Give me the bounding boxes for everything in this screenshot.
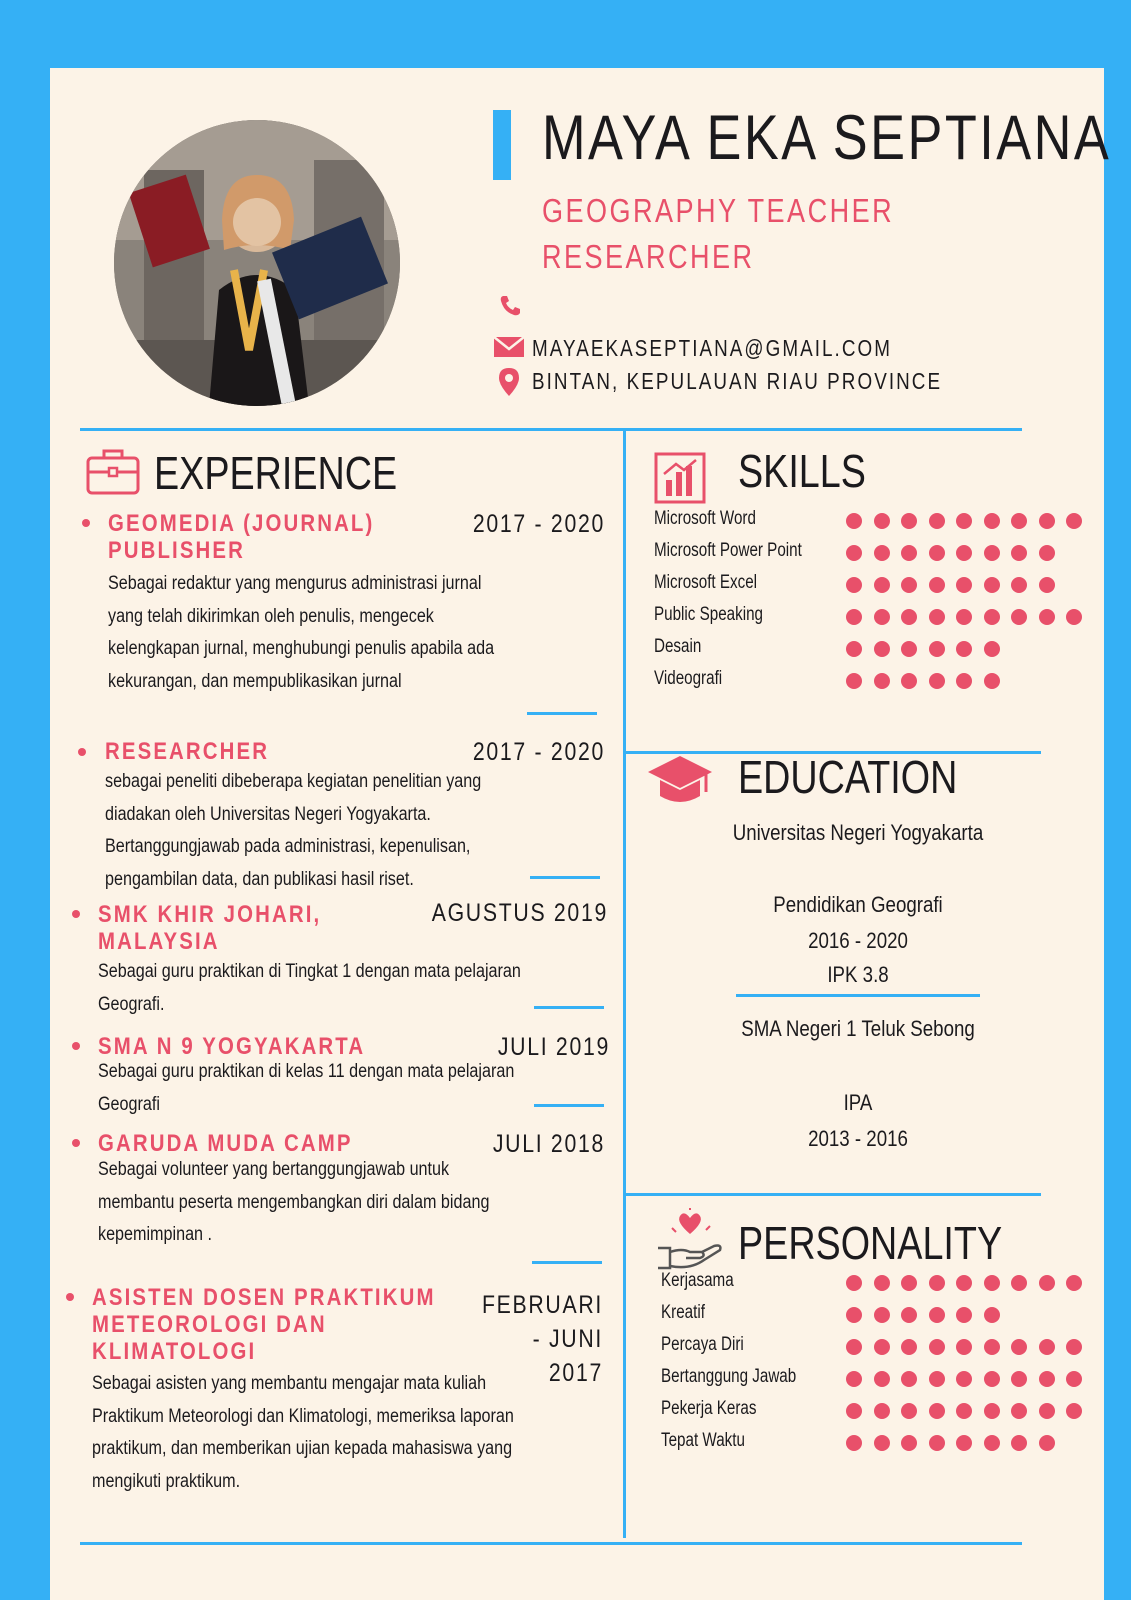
trait-rating — [846, 1307, 1000, 1323]
rating-dot — [929, 641, 945, 657]
rating-dot — [874, 1435, 890, 1451]
rating-dot — [929, 577, 945, 593]
rating-dot — [929, 545, 945, 561]
bar-chart-icon — [654, 452, 706, 509]
trait-rating — [846, 1403, 1082, 1419]
rating-dot — [1011, 609, 1027, 625]
bullet — [78, 748, 86, 756]
rating-dot — [1039, 1435, 1055, 1451]
job-description: sebagai peneliti dibeberapa kegiatan penelitian yang diadakan oleh Universitas Negeri Yogyakarta. Bertanggungjawab pada administrasi, kepenulisan, pengambilan data, dan publikasi hasil riset. — [105, 771, 482, 890]
experience-heading: EXPERIENCE — [154, 447, 398, 499]
heart-hand-icon — [656, 1208, 724, 1277]
job-title: SMK KHIR JOHARI, MALAYSIA — [98, 901, 322, 955]
rating-dot — [901, 545, 917, 561]
trait-name: Tepat Waktu — [661, 1430, 745, 1451]
rating-dot — [956, 1403, 972, 1419]
rating-dot — [984, 673, 1000, 689]
rating-dot — [929, 1339, 945, 1355]
job-date: 2017 - 2020 — [472, 738, 605, 766]
item-separator — [534, 1104, 604, 1107]
job-date: AGUSTUS 2019 — [431, 899, 608, 927]
skill-rating — [846, 641, 1000, 657]
rating-dot — [984, 545, 1000, 561]
rating-dot — [846, 1275, 862, 1291]
rating-dot — [1039, 1339, 1055, 1355]
rating-dot — [929, 1435, 945, 1451]
job-description: Sebagai guru praktikan di Tingkat 1 dengan mata pelajaran Geografi. — [98, 961, 521, 1015]
rating-dot — [956, 1307, 972, 1323]
rating-dot — [956, 545, 972, 561]
profile-photo — [114, 120, 400, 406]
rating-dot — [929, 1275, 945, 1291]
rating-dot — [1039, 577, 1055, 593]
item-separator — [534, 1006, 604, 1009]
job-description: Sebagai redaktur yang mengurus administrasi jurnal yang telah dikirimkan oleh penulis, mengecek kelengkapan jurnal, menghubungi penulis apabila ada kekurangan, dan mempublikasikan jurnal — [108, 573, 495, 692]
role-title: GEOGRAPHY TEACHER — [542, 192, 895, 229]
item-separator — [527, 712, 597, 715]
rating-dot — [1039, 1403, 1055, 1419]
rating-dot — [874, 1403, 890, 1419]
rating-dot — [874, 545, 890, 561]
trait-name: Bertanggung Jawab — [661, 1366, 797, 1387]
rating-dot — [874, 1339, 890, 1355]
university-name: Universitas Negeri Yogyakarta — [732, 820, 984, 845]
rating-dot — [846, 1371, 862, 1387]
rating-dot — [929, 609, 945, 625]
job-description: Sebagai volunteer yang bertanggungjawab untuk membantu peserta mengembangkan diri dalam bidang kepemimpinan . — [98, 1159, 490, 1245]
job-title: ASISTEN DOSEN PRAKTIKUM METEOROLOGI DAN KLIMATOLOGI — [92, 1284, 436, 1365]
gpa: IPK 3.8 — [827, 962, 889, 987]
rating-dot — [846, 673, 862, 689]
rating-dot — [874, 673, 890, 689]
briefcase-icon — [86, 446, 140, 501]
trait-name: Pekerja Keras — [661, 1398, 757, 1419]
job-date: 2017 - 2020 — [472, 510, 605, 538]
skill-name: Microsoft Power Point — [654, 540, 802, 561]
trait-rating — [846, 1275, 1082, 1291]
rating-dot — [1066, 1275, 1082, 1291]
trait-rating — [846, 1339, 1082, 1355]
rating-dot — [1011, 1403, 1027, 1419]
rating-dot — [984, 609, 1000, 625]
bullet — [72, 910, 80, 918]
rating-dot — [901, 609, 917, 625]
rating-dot — [984, 513, 1000, 529]
bullet — [66, 1293, 74, 1301]
education-heading: EDUCATION — [738, 751, 958, 803]
header-divider — [80, 428, 1022, 431]
name-accent-bar — [493, 110, 511, 180]
skill-rating — [846, 577, 1055, 593]
rating-dot — [846, 1435, 862, 1451]
rating-dot — [956, 609, 972, 625]
rating-dot — [1066, 1339, 1082, 1355]
rating-dot — [956, 1339, 972, 1355]
trait-name: Kreatif — [661, 1302, 705, 1323]
job-title: RESEARCHER — [105, 738, 270, 765]
rating-dot — [1011, 545, 1027, 561]
rating-dot — [1011, 513, 1027, 529]
rating-dot — [984, 1275, 1000, 1291]
rating-dot — [874, 609, 890, 625]
item-separator — [532, 1261, 602, 1264]
rating-dot — [929, 1403, 945, 1419]
skill-name: Microsoft Word — [654, 508, 756, 529]
rating-dot — [1066, 609, 1082, 625]
rating-dot — [846, 513, 862, 529]
rating-dot — [956, 1371, 972, 1387]
school-years: 2013 - 2016 — [808, 1126, 908, 1151]
school-name: SMA Negeri 1 Teluk Sebong — [741, 1016, 975, 1041]
rating-dot — [929, 1371, 945, 1387]
rating-dot — [874, 641, 890, 657]
rating-dot — [901, 1371, 917, 1387]
rating-dot — [874, 1307, 890, 1323]
education-divider — [626, 1193, 1041, 1196]
major: Pendidikan Geografi — [773, 892, 943, 917]
rating-dot — [984, 641, 1000, 657]
job-description: Sebagai asisten yang membantu mengajar mata kuliah Praktikum Meteorologi dan Klimatologi, memeriksa laporan praktikum, dan memberikan ujian kepada mahasiswa yang mengikuti praktikum. — [92, 1373, 514, 1492]
rating-dot — [984, 1403, 1000, 1419]
rating-dot — [984, 577, 1000, 593]
skill-name: Public Speaking — [654, 604, 764, 625]
bullet — [82, 519, 90, 527]
job-title: SMA N 9 YOGYAKARTA — [98, 1033, 366, 1060]
rating-dot — [956, 1275, 972, 1291]
personality-heading: PERSONALITY — [738, 1217, 1003, 1269]
rating-dot — [956, 1435, 972, 1451]
rating-dot — [874, 577, 890, 593]
rating-dot — [1066, 513, 1082, 529]
stream: IPA — [843, 1090, 873, 1115]
rating-dot — [846, 545, 862, 561]
rating-dot — [901, 1339, 917, 1355]
footer-divider — [80, 1542, 1022, 1545]
rating-dot — [956, 673, 972, 689]
rating-dot — [1011, 1275, 1027, 1291]
trait-rating — [846, 1371, 1082, 1387]
item-separator — [530, 876, 600, 879]
rating-dot — [874, 513, 890, 529]
skill-name: Microsoft Excel — [654, 572, 758, 593]
bullet — [72, 1042, 80, 1050]
rating-dot — [956, 641, 972, 657]
full-name: MAYA EKA SEPTIANA — [542, 103, 1112, 173]
rating-dot — [929, 673, 945, 689]
rating-dot — [846, 609, 862, 625]
rating-dot — [901, 641, 917, 657]
skill-rating — [846, 545, 1055, 561]
rating-dot — [846, 1307, 862, 1323]
rating-dot — [846, 577, 862, 593]
rating-dot — [956, 513, 972, 529]
skill-rating — [846, 513, 1082, 529]
rating-dot — [901, 1307, 917, 1323]
rating-dot — [929, 1307, 945, 1323]
rating-dot — [1039, 1371, 1055, 1387]
resume-page — [50, 68, 1112, 1600]
trait-name: Kerjasama — [661, 1270, 734, 1291]
rating-dot — [846, 1403, 862, 1419]
rating-dot — [901, 513, 917, 529]
column-divider — [623, 430, 626, 1538]
location-text: BINTAN, KEPULAUAN RIAU PROVINCE — [532, 368, 943, 394]
rating-dot — [1011, 1339, 1027, 1355]
rating-dot — [1011, 577, 1027, 593]
email-text: MAYAEKASEPTIANA@GMAIL.COM — [532, 335, 892, 361]
rating-dot — [1011, 1435, 1027, 1451]
skill-rating — [846, 609, 1082, 625]
rating-dot — [1011, 1371, 1027, 1387]
graduation-cap-icon — [646, 752, 714, 815]
rating-dot — [846, 641, 862, 657]
rating-dot — [901, 1403, 917, 1419]
skill-name: Videografi — [654, 668, 723, 689]
map-pin-icon — [498, 367, 520, 402]
trait-name: Percaya Diri — [661, 1334, 744, 1355]
rating-dot — [901, 577, 917, 593]
rating-dot — [901, 673, 917, 689]
rating-dot — [1039, 1275, 1055, 1291]
rating-dot — [1039, 513, 1055, 529]
rating-dot — [956, 577, 972, 593]
skills-heading: SKILLS — [738, 445, 866, 497]
rating-dot — [1066, 1371, 1082, 1387]
job-date: JULI 2018 — [492, 1130, 605, 1158]
rating-dot — [846, 1339, 862, 1355]
job-description: Sebagai guru praktikan di kelas 11 dengan mata pelajaran Geografi — [98, 1061, 515, 1115]
rating-dot — [1066, 1403, 1082, 1419]
bullet — [72, 1139, 80, 1147]
rating-dot — [874, 1275, 890, 1291]
education-separator — [736, 994, 980, 997]
phone-icon — [498, 294, 522, 323]
rating-dot — [984, 1307, 1000, 1323]
rating-dot — [984, 1435, 1000, 1451]
job-title: GEOMEDIA (JOURNAL) PUBLISHER — [108, 510, 375, 564]
rating-dot — [901, 1435, 917, 1451]
trait-rating — [846, 1435, 1055, 1451]
job-date: JULI 2019 — [497, 1033, 610, 1061]
role-title: RESEARCHER — [542, 238, 755, 275]
envelope-icon — [493, 336, 525, 363]
university-years: 2016 - 2020 — [808, 928, 908, 953]
rating-dot — [901, 1275, 917, 1291]
skill-rating — [846, 673, 1000, 689]
job-date: FEBRUARI - JUNI 2017 — [481, 1291, 603, 1387]
rating-dot — [984, 1371, 1000, 1387]
rating-dot — [1039, 545, 1055, 561]
rating-dot — [929, 513, 945, 529]
rating-dot — [984, 1339, 1000, 1355]
job-title: GARUDA MUDA CAMP — [98, 1130, 353, 1157]
rating-dot — [874, 1371, 890, 1387]
rating-dot — [1039, 609, 1055, 625]
skill-name: Desain — [654, 636, 702, 657]
